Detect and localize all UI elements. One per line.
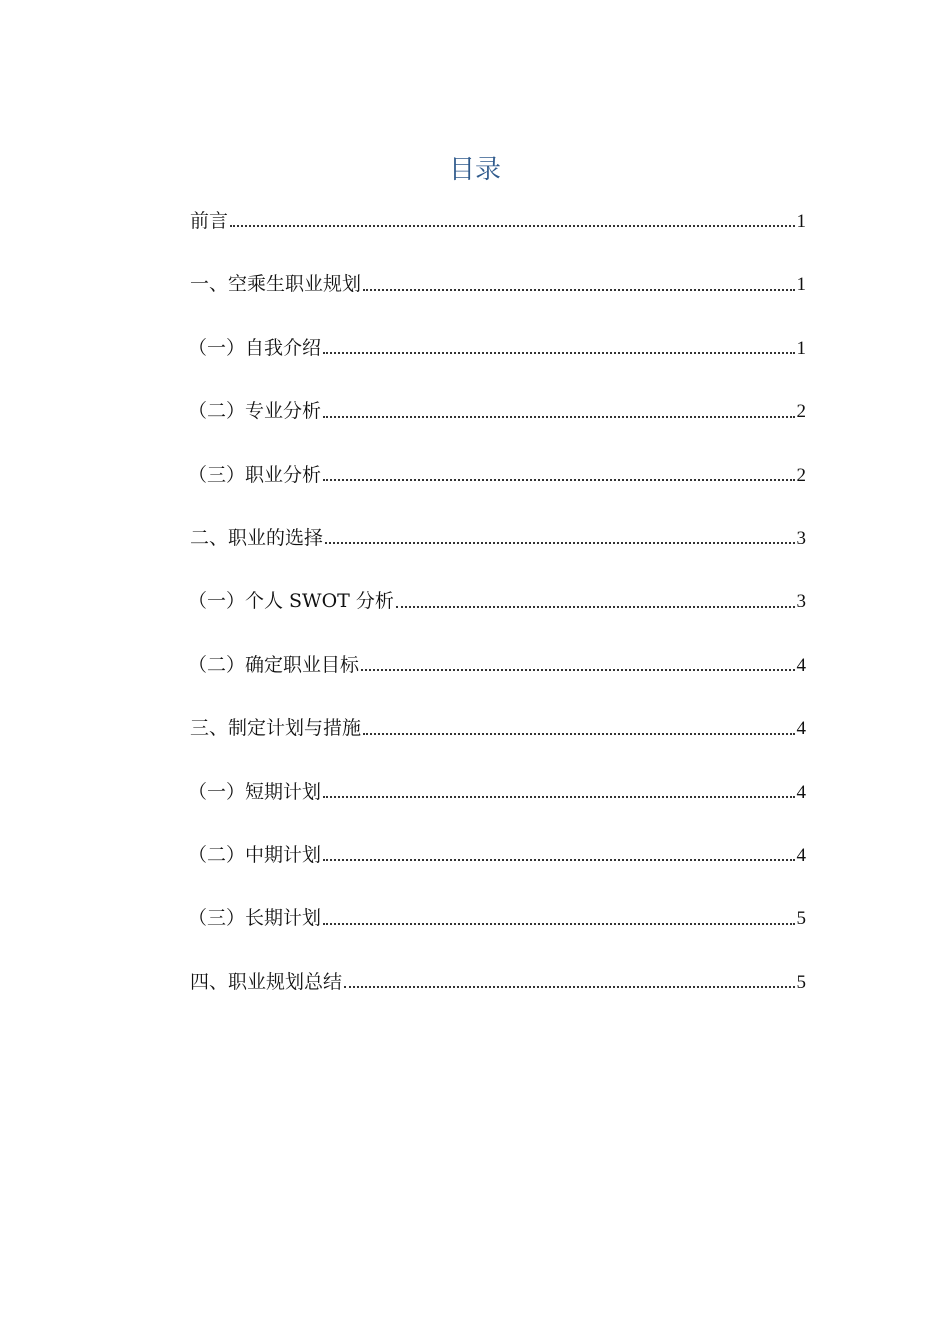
toc-entry-section-1-2[interactable] bbox=[190, 396, 806, 459]
toc-entry-page-number: 2 bbox=[796, 401, 806, 423]
toc-entry-page-number: 4 bbox=[796, 718, 806, 740]
toc-entry-label: （一）个人 SWOT 分析 bbox=[188, 590, 394, 613]
toc-dot-leader bbox=[325, 542, 794, 544]
toc-title: 目录 bbox=[448, 155, 501, 185]
toc-dot-leader bbox=[344, 986, 794, 988]
toc-entry-label: 二、职业的选择 bbox=[190, 526, 324, 549]
toc-dot-leader bbox=[323, 859, 794, 861]
toc-entry-page-number: 2 bbox=[796, 464, 806, 486]
toc-entry-label: （三）职业分析 bbox=[188, 463, 322, 486]
toc-dot-leader bbox=[323, 352, 794, 354]
toc-entry-page-number: 5 bbox=[796, 908, 806, 930]
toc-dot-leader bbox=[323, 923, 794, 925]
toc-entry-label: （二）确定职业目标 bbox=[188, 653, 360, 676]
toc-entry-page-number: 1 bbox=[796, 211, 806, 232]
toc-dot-leader bbox=[323, 796, 794, 798]
toc-entry-page-number: 4 bbox=[796, 654, 806, 676]
toc-dot-leader bbox=[361, 669, 794, 671]
toc-entry-section-3-3[interactable] bbox=[190, 903, 806, 966]
toc-entry-section-1[interactable] bbox=[190, 269, 806, 332]
toc-entry-label: 前言 bbox=[190, 210, 229, 232]
toc-dot-leader bbox=[323, 479, 794, 481]
toc-entry-page-number: 4 bbox=[796, 781, 806, 803]
toc-entry-page-number: 3 bbox=[796, 527, 806, 549]
toc-entry-label: 一、空乘生职业规划 bbox=[190, 273, 362, 296]
toc-entry-label: （二）中期计划 bbox=[188, 843, 322, 866]
toc-list bbox=[190, 206, 806, 1030]
toc-entry-label: （三）长期计划 bbox=[188, 907, 322, 930]
toc-entry-section-3-2[interactable] bbox=[190, 840, 806, 903]
toc-entry-section-1-1[interactable] bbox=[190, 333, 806, 396]
toc-entry-section-2-2[interactable] bbox=[190, 650, 806, 713]
toc-dot-leader bbox=[363, 289, 794, 291]
toc-dot-leader bbox=[323, 416, 794, 418]
toc-dot-leader bbox=[363, 733, 794, 735]
toc-entry-section-2[interactable] bbox=[190, 523, 806, 586]
toc-entry-section-1-3[interactable] bbox=[190, 460, 806, 523]
toc-entry-page-number: 1 bbox=[796, 274, 806, 296]
toc-dot-leader bbox=[230, 225, 794, 227]
toc-entry-label: 四、职业规划总结 bbox=[190, 970, 343, 993]
toc-entry-label: （二）专业分析 bbox=[188, 400, 322, 423]
toc-entry-label: （一）自我介绍 bbox=[188, 336, 322, 359]
toc-entry-section-3[interactable] bbox=[190, 713, 806, 776]
toc-entry-preface[interactable] bbox=[190, 206, 806, 269]
toc-dot-leader bbox=[396, 606, 795, 608]
toc-entry-section-4[interactable] bbox=[190, 967, 806, 1030]
toc-entry-page-number: 4 bbox=[796, 844, 806, 866]
toc-entry-section-3-1[interactable] bbox=[190, 777, 806, 840]
toc-entry-label: （一）短期计划 bbox=[188, 780, 322, 803]
toc-entry-section-2-1[interactable] bbox=[190, 586, 806, 649]
toc-entry-page-number: 3 bbox=[796, 591, 806, 613]
toc-entry-page-number: 5 bbox=[796, 971, 806, 993]
toc-entry-page-number: 1 bbox=[796, 337, 806, 359]
toc-entry-label: 三、制定计划与措施 bbox=[190, 717, 362, 740]
